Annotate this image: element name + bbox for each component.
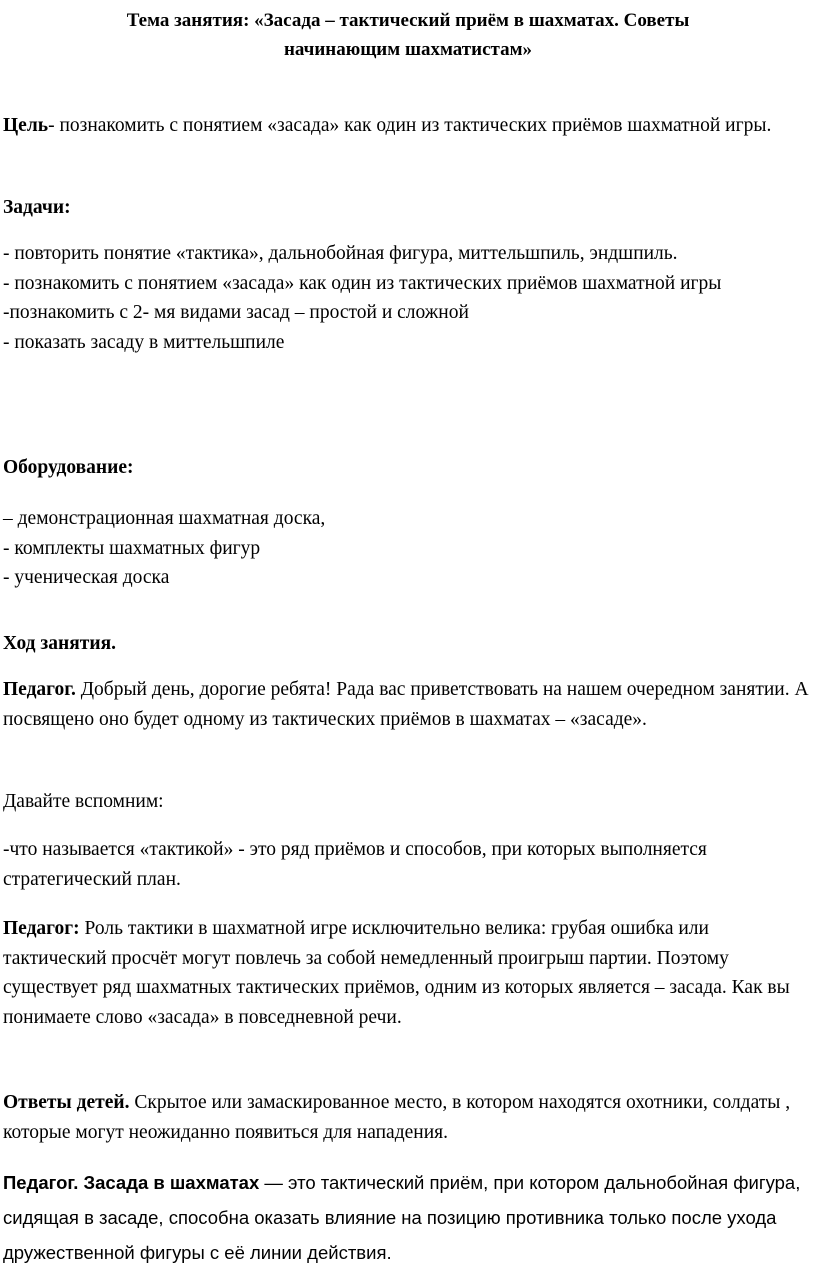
teacher-label: Педагог:: [3, 918, 80, 939]
goal-label: Цель: [3, 115, 49, 136]
teacher-tactics-text: Роль тактики в шахматной игре исключительно велика: грубая ошибка или тактический просчёт могут повлечь за собой немедленный проигрыш партии. Поэтому существует ряд шахматных тактических приёмов, одним из которых является – засада. Как вы понимаете слово «засада» в повседневной речи.: [3, 918, 790, 1028]
tasks-heading: Задачи:: [3, 197, 71, 218]
equipment-heading: Оборудование:: [3, 457, 134, 478]
teacher-greeting-paragraph: [3, 675, 813, 734]
children-answers-paragraph: [3, 1088, 813, 1147]
ambush-definition-text: — это тактический приём, при котором дальнобойная фигура, сидящая в засаде, способна оказать влияние на позицию противника только после ухода дружественной фигуры с её линии действия.: [3, 1172, 801, 1263]
lesson-heading: Ход занятия.: [3, 633, 117, 654]
page-title: [0, 6, 816, 64]
teacher-greeting-text: Добрый день, дорогие ребята! Рада вас приветствовать на нашем очередном занятии. А посвящено оно будет одному из тактических приёмов в шахматах – «засаде».: [3, 679, 809, 730]
teacher-label: Педагог.: [3, 679, 76, 700]
goal-text: - познакомить с понятием «засада» как один из тактических приёмов шахматной игры.: [48, 115, 772, 136]
goal-paragraph: [3, 111, 813, 141]
title-line-1: Тема занятия: «Засада – тактический приём в шахматах. Советы: [126, 10, 690, 31]
task-item: - познакомить с понятием «засада» как один из тактических приёмов шахматной игры: [3, 272, 722, 294]
title-line-2: начинающим шахматистам»: [283, 39, 533, 60]
task-item: -познакомить с 2- мя видами засад – простой и сложной: [3, 302, 469, 323]
ambush-definition-paragraph: [3, 1165, 813, 1270]
task-item: - показать засаду в миттельшпиле: [3, 331, 285, 353]
equipment-list: [3, 504, 813, 593]
children-answers-label: Ответы детей.: [3, 1092, 130, 1113]
equipment-item: - ученическая доска: [3, 567, 170, 588]
task-item: - повторить понятие «тактика», дальнобойная фигура, миттельшпиль, эндшпиль.: [3, 243, 678, 264]
children-answers-text: Скрытое или замаскированное место, в котором находятся охотники, солдаты , которые могут неожиданно появиться для нападения.: [3, 1092, 791, 1143]
recall-paragraph: Давайте вспомним:: [3, 791, 164, 812]
ambush-definition-label: Педагог. Засада в шахматах: [3, 1172, 260, 1193]
equipment-item: – демонстрационная шахматная доска,: [3, 508, 326, 529]
teacher-tactics-paragraph: [3, 914, 813, 1032]
equipment-item: - комплекты шахматных фигур: [3, 537, 261, 559]
tactics-definition-paragraph: -что называется «тактикой» - это ряд приёмов и способов, при которых выполняется стратегический план.: [3, 839, 707, 890]
tasks-list: [3, 239, 813, 357]
